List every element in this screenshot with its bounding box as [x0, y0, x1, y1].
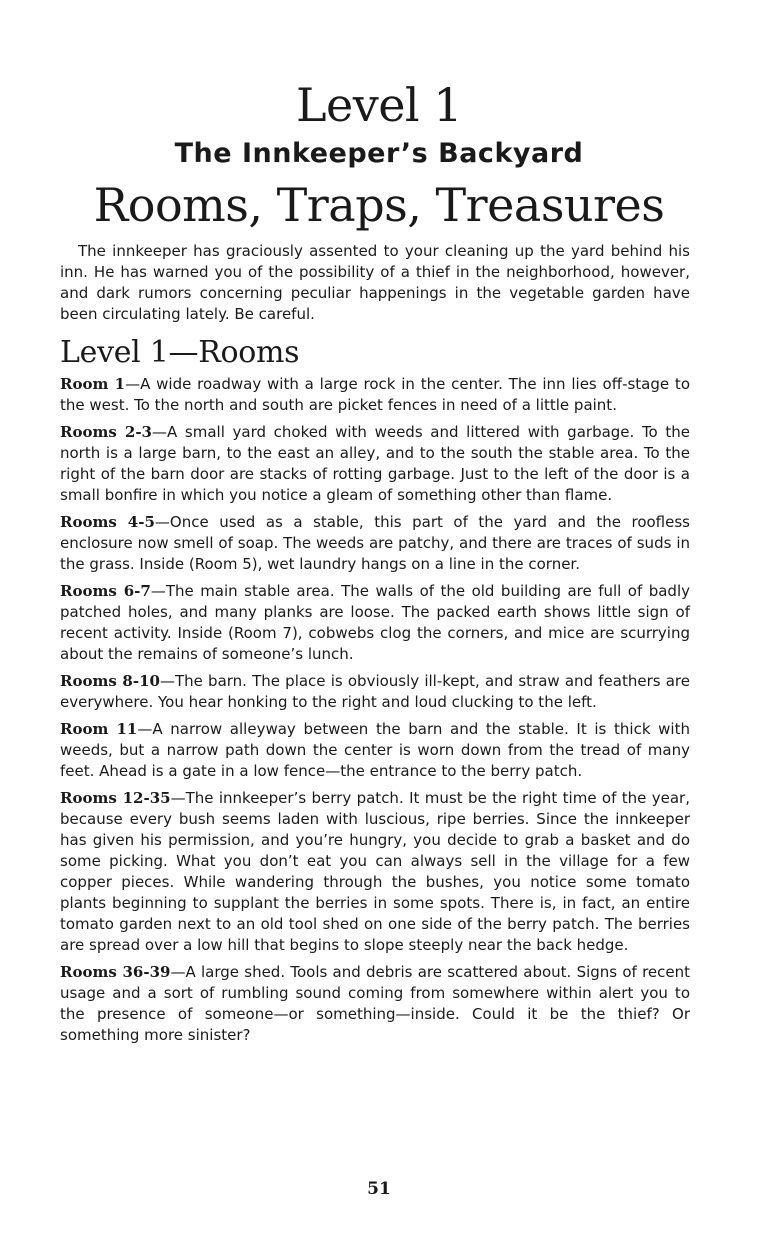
room-entry	[60, 422, 690, 506]
room-label: Rooms 8-10	[60, 672, 160, 690]
room-description: —A narrow alleyway between the barn and the stable. It is thick with weeds, but a narrow path down the center is worn down from the tread of many feet. Ahead is a gate in a low fence—the entrance to the berry patch.	[60, 720, 690, 780]
room-description: —The barn. The place is obviously ill-kept, and straw and feathers are everywhere. You hear honking to the right and loud clucking to the left.	[60, 672, 690, 711]
room-entry	[60, 671, 690, 713]
room-description: —The main stable area. The walls of the old building are full of badly patched holes, and many planks are loose. The packed earth shows little sign of recent activity. Inside (Room 7), cobwebs clog the corners, and mice are scurrying about the remains of someone’s lunch.	[60, 582, 690, 663]
intro-paragraph: The innkeeper has graciously assented to your cleaning up the yard behind his inn. He has warned you of the possibility of a thief in the neighborhood, however, and dark rumors concerning peculiar happenings in the vegetable garden have been circulating lately. Be careful.	[60, 242, 690, 323]
room-label: Rooms 2-3	[60, 423, 152, 441]
room-label: Rooms 36-39	[60, 963, 171, 981]
room-label: Room 11	[60, 720, 138, 738]
rooms-list	[60, 374, 690, 1052]
section-title: Rooms, Traps, Treasures	[93, 178, 665, 232]
room-entry	[60, 512, 690, 575]
room-entry	[60, 581, 690, 665]
room-entry	[60, 962, 690, 1046]
room-description: —A large shed. Tools and debris are scattered about. Signs of recent usage and a sort of rumbling sound coming from somewhere within alert you to the presence of someone—or something—inside. Could it be the thief? Or something more sinister?	[60, 963, 690, 1044]
level-title: Level 1	[295, 78, 463, 132]
room-description: —A wide roadway with a large rock in the center. The inn lies off-stage to the west. To the north and south are picket fences in need of a little paint.	[60, 375, 690, 414]
page-number: 51	[367, 1179, 391, 1199]
room-label: Rooms 6-7	[60, 582, 151, 600]
room-description: —Once used as a stable, this part of the yard and the roofless enclosure now smell of soap. The weeds are patchy, and there are traces of suds in the grass. Inside (Room 5), wet laundry hangs on a line in the corner.	[60, 513, 690, 573]
room-description: —The innkeeper’s berry patch. It must be the right time of the year, because every bush seems laden with luscious, ripe berries. Since the innkeeper has given his permission, and you’re hungry, you decide to grab a basket and do some picking. What you don’t eat you can always sell in the village for a few copper pieces. While wandering through the bushes, you notice some tomato plants beginning to supplant the berries in some spots. There is, in fact, an entire tomato garden next to an old tool shed on one side of the berry patch. The berries are spread over a low hill that begins to slope steeply near the back hedge.	[60, 789, 690, 954]
room-entry	[60, 374, 690, 416]
room-label: Rooms 12-35	[60, 789, 171, 807]
room-label: Room 1	[60, 375, 126, 393]
room-label: Rooms 4-5	[60, 513, 155, 531]
rooms-heading: Level 1—Rooms	[60, 335, 300, 370]
room-description: —A small yard choked with weeds and littered with garbage. To the north is a large barn, to the east an alley, and to the south the stable area. To the right of the barn door are stacks of rotting garbage. Just to the left of the door is a small bonfire in which you notice a gleam of something other than flame.	[60, 423, 690, 504]
page-subtitle: The Innkeeper’s Backyard	[174, 138, 584, 169]
room-entry	[60, 788, 690, 956]
room-entry	[60, 719, 690, 782]
